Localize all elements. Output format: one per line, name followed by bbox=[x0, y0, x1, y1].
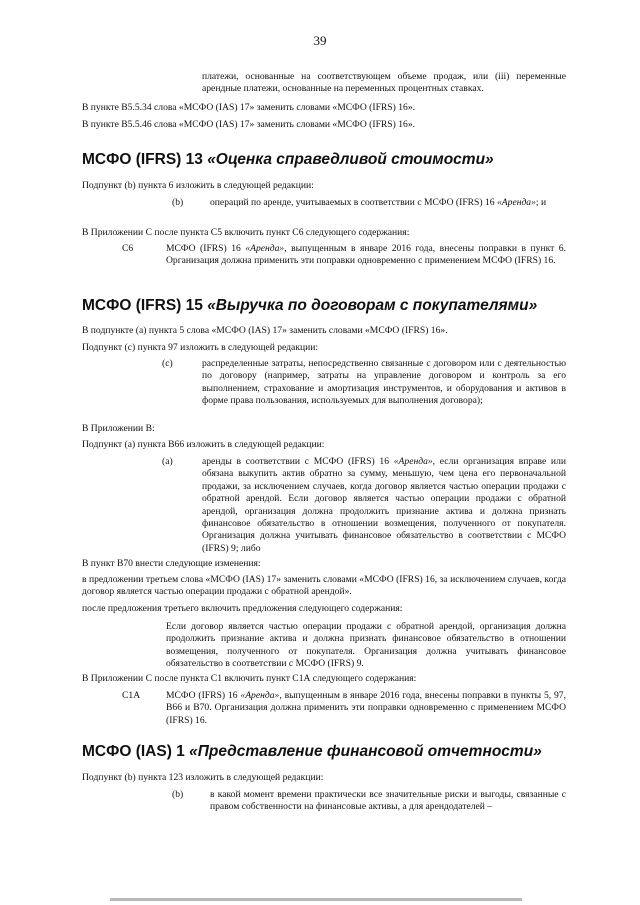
item-label: С6 bbox=[122, 243, 134, 254]
item-label: (b) bbox=[172, 789, 184, 800]
ifrs15-b70-intro: В пункт В70 внести следующие изменения: bbox=[82, 558, 261, 569]
heading-ifrs15 bbox=[82, 297, 537, 315]
ifrs15-item-c: распределенные затраты, непосредственно связанные с договором или с деятельностью по договору (например, затраты на управление договором и контроль за его выполнением, страхование и амортизация инструментов, и оборудования и активов в форме права пользования, используемых для выполнения договора); bbox=[202, 358, 566, 407]
continuation-text: платежи, основанные на соответствующем объеме продаж, или (iii) переменные арендные платежи, основанные на переменных процентных ставках. bbox=[202, 71, 566, 95]
ifrs13-item-b: операций по аренде, учитываемых в соответствии с МСФО (IFRS) 16 «Аренда»; и bbox=[210, 197, 547, 208]
item-label: (b) bbox=[172, 197, 184, 208]
ifrs15-appendix-b: В Приложении В: bbox=[82, 423, 155, 434]
ifrs13-appendix-intro: В Приложении С после пункта С5 включить пункт С6 следующего содержания: bbox=[82, 227, 410, 238]
ifrs15-appendix-c: В Приложении С после пункта С1 включить пункт С1А следующего содержания: bbox=[82, 673, 417, 684]
ifrs15-p97-intro: Подпункт (с) пункта 97 изложить в следующей редакции: bbox=[82, 342, 319, 353]
heading-ias1 bbox=[82, 743, 542, 761]
page-number: 39 bbox=[313, 33, 327, 48]
heading-code: МСФО (IFRS) 13 bbox=[82, 151, 203, 168]
heading-code: МСФО (IFRS) 15 bbox=[82, 297, 203, 314]
paragraph-b5534: В пункте В5.5.34 слова «МСФО (IAS) 17» заменить словами «МСФО (IFRS) 16». bbox=[82, 102, 416, 113]
ifrs15-b70-third: в предложении третьем слова «МСФО (IAS) 17» заменить словами «МСФО (IFRS) 16, за исключением случаев, когда договор является частью операции продажи с обратной арендой». bbox=[82, 574, 566, 598]
ifrs15-c1a: МСФО (IFRS) 16 «Аренда», выпущенным в январе 2016 года, внесены поправки в пункты 5, 97, В66 и В70. Организация должна применить эти поправки одновременно с применением МСФО (IFRS) 16. bbox=[166, 690, 566, 726]
paragraph-b5546: В пункте В5.5.46 слова «МСФО (IAS) 17» заменить словами «МСФО (IFRS) 16». bbox=[82, 119, 416, 130]
ias1-item-b: в какой момент времени практически все значительные риски и выгоды, связанные с правом собственности на финансовые активы, а для арендодателей – bbox=[210, 789, 566, 813]
ifrs15-b66-intro: Подпункт (а) пункта В66 изложить в следующей редакции: bbox=[82, 439, 325, 450]
ifrs15-quote: Если договор является частью операции продажи с обратной арендой, организация должна продолжить признание актива и должна признать финансовое обязательство в отношении возмещения, полученного от покупателя. Организация должна учитывать финансовое обязательство в соответствии с МСФО (IFRS) 9. bbox=[166, 621, 566, 670]
heading-title: «Выручка по договорам с покупателями» bbox=[207, 297, 538, 314]
item-label: (с) bbox=[162, 358, 173, 369]
heading-ifrs13 bbox=[82, 151, 494, 169]
item-label: (а) bbox=[162, 456, 173, 467]
heading-code: МСФО (IAS) 1 bbox=[82, 743, 185, 760]
scan-artifact-line bbox=[110, 898, 522, 901]
ifrs13-c6: МСФО (IFRS) 16 «Аренда», выпущенным в январе 2016 года, внесены поправки в пункт 6. Организация должна применить эти поправки одновременно с применением МСФО (IFRS) 16. bbox=[166, 243, 566, 267]
ifrs15-b70-after: после предложения третьего включить предложения следующего содержания: bbox=[82, 603, 403, 614]
ias1-p123-intro: Подпункт (b) пункта 123 изложить в следующей редакции: bbox=[82, 772, 324, 783]
item-label: С1А bbox=[122, 690, 141, 701]
ifrs15-item-a: аренды в соответствии с МСФО (IFRS) 16 «Аренда», если организация вправе или обязана выкупить актив обратно за сумму, меньшую, чем цена его первоначальной продажи, за исключением случаев, когда договор является частью операции продажи с обратной арендой. Если договор является частью операции продажи с обратной арендой, организация должна продолжить признание актива и должна признать финансовое обязательство в отношении возмещения, полученного от покупателя. Организация должна учитывать финансовое обязательство в соответствии с МСФО (IFRS) 9; либо bbox=[202, 456, 566, 554]
ifrs15-p5: В подпункте (а) пункта 5 слова «МСФО (IAS) 17» заменить словами «МСФО (IFRS) 16». bbox=[82, 325, 448, 336]
heading-title: «Оценка справедливой стоимости» bbox=[207, 151, 494, 168]
ifrs13-intro: Подпункт (b) пункта 6 изложить в следующей редакции: bbox=[82, 180, 314, 191]
heading-title: «Представление финансовой отчетности» bbox=[189, 743, 542, 760]
